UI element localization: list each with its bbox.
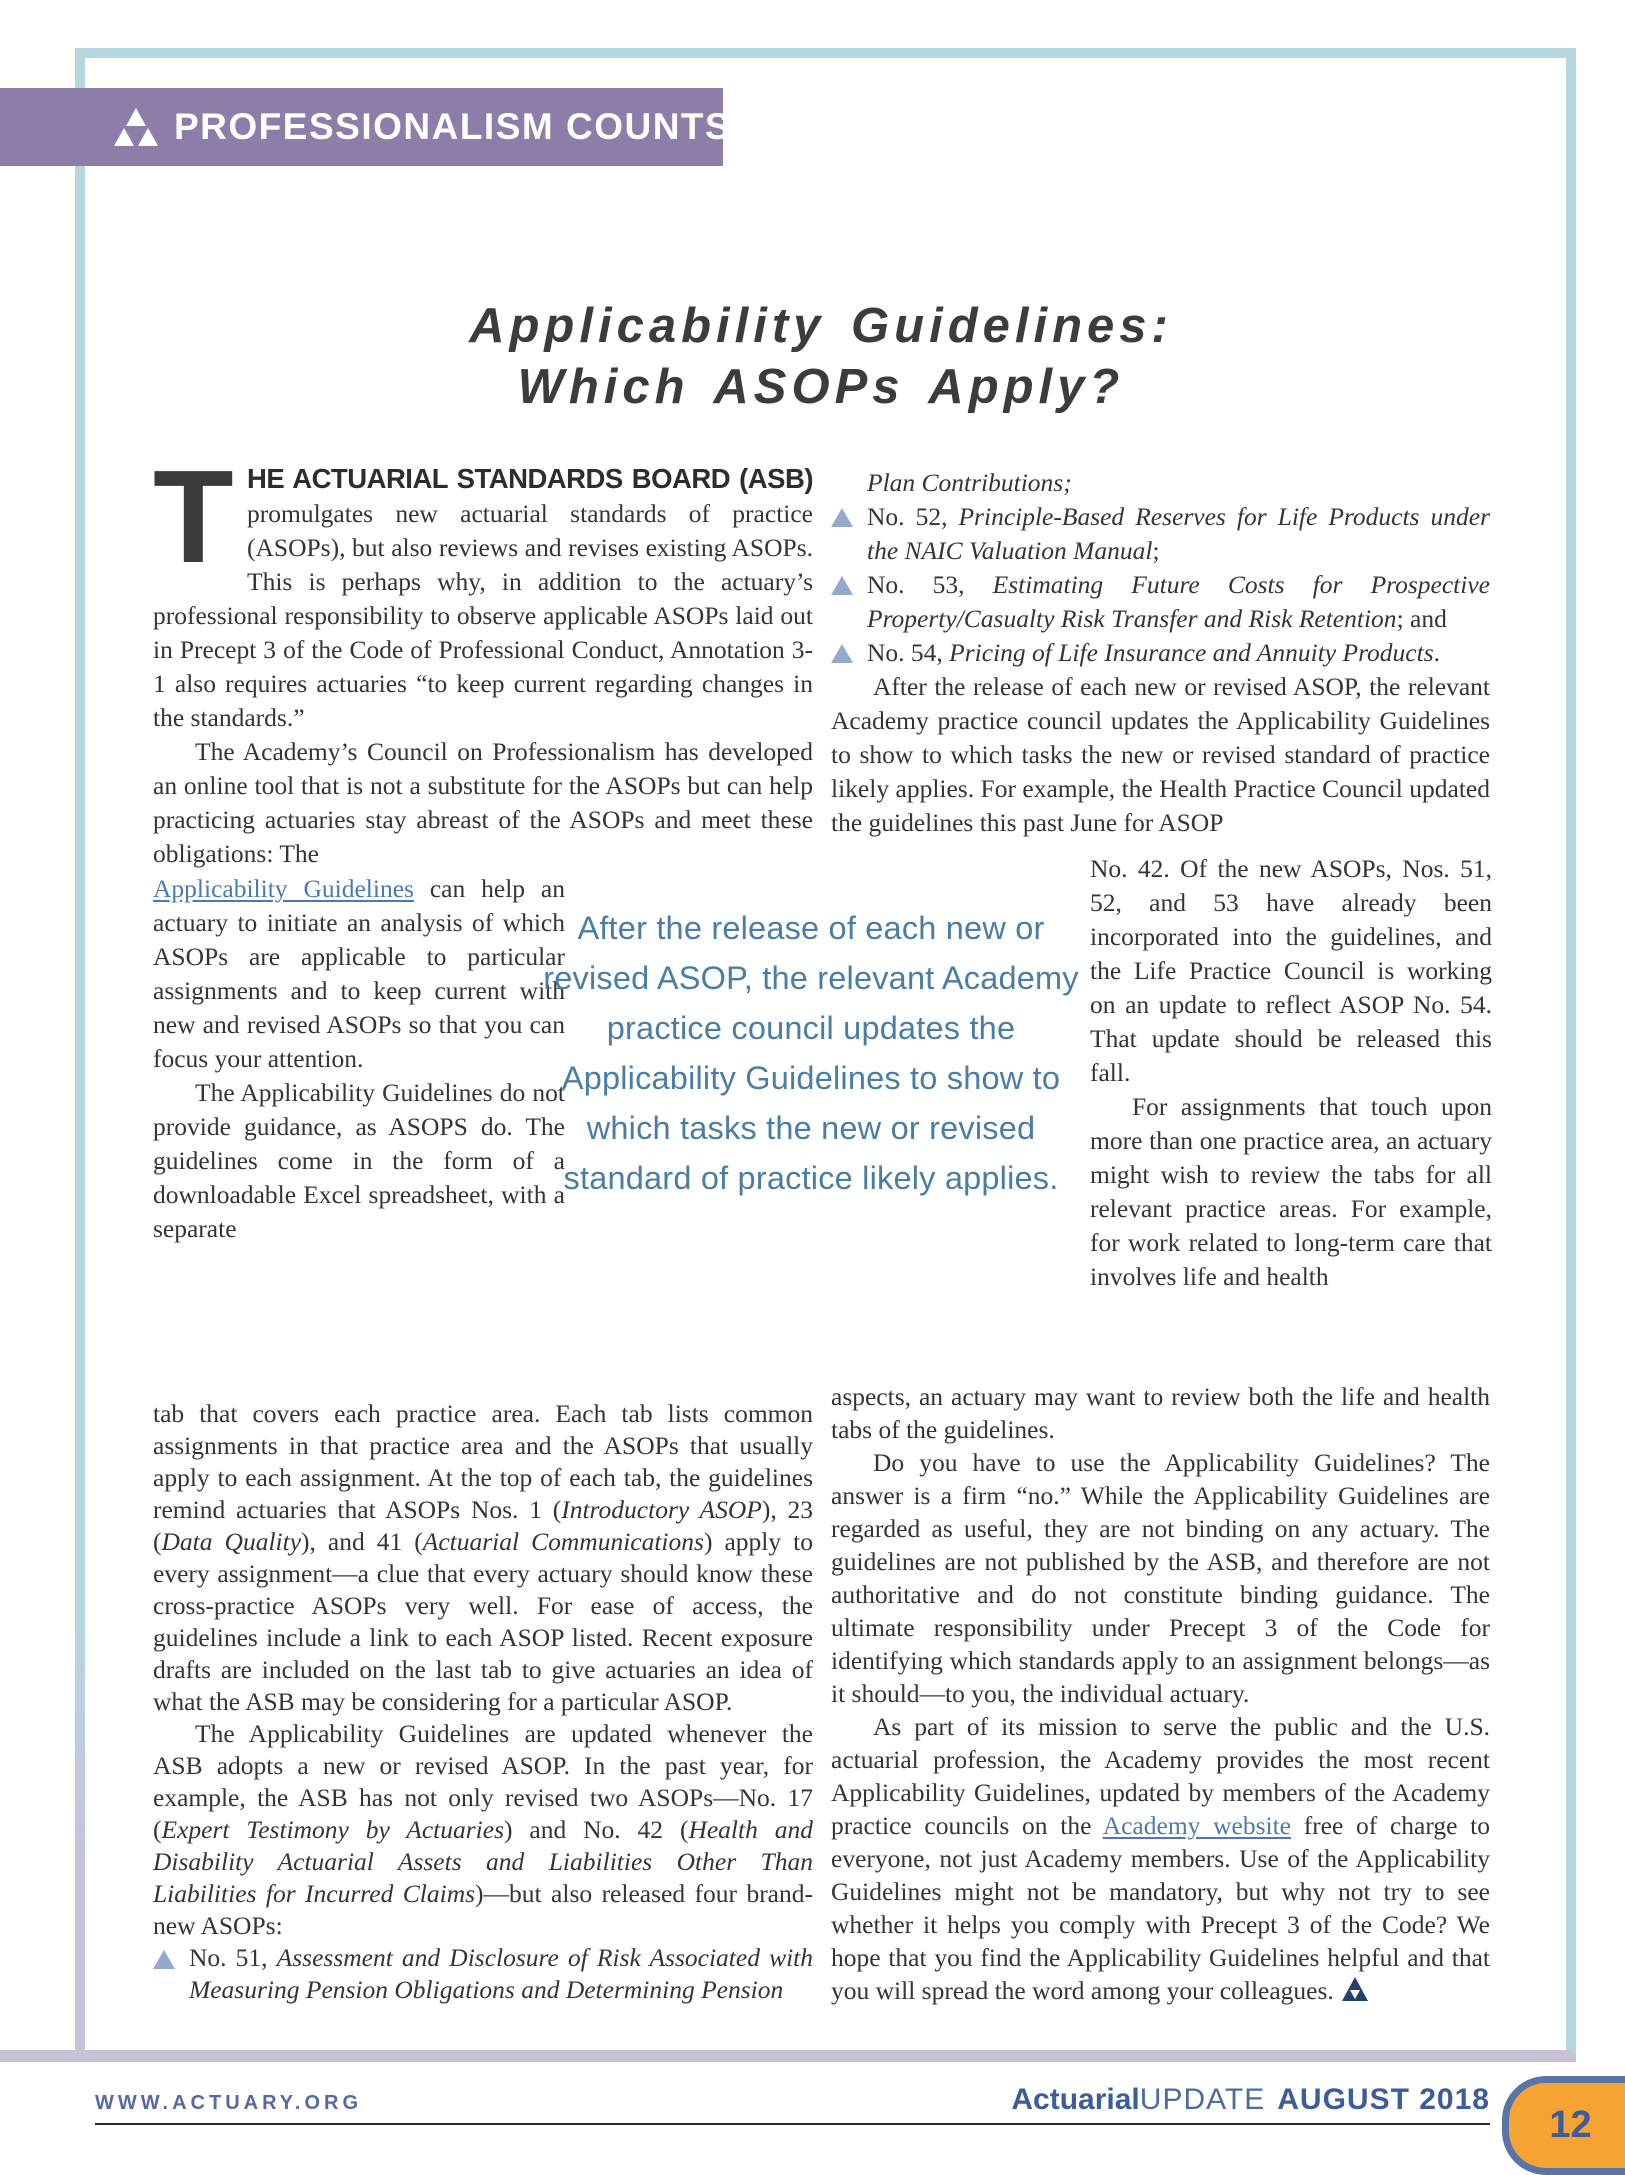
frame-left-border bbox=[75, 48, 85, 2062]
list-item-asop-51-continuation: Plan Contributions; bbox=[867, 468, 1072, 497]
footer-publication bbox=[0, 2083, 1490, 2117]
frame-bottom-bar bbox=[0, 2050, 1576, 2062]
list-item-text: No. 53, Estimating Future Costs for Prospective Property/Casualty Risk Transfer and Risk Retention; and bbox=[867, 570, 1490, 633]
paragraph-5-narrow: No. 42. Of the new ASOPs, Nos. 51, 52, and 53 have already been incorporated into the guidelines, and the Life Practice Council is working on an update to reflect ASOP No. 54. That update should be released this fall. bbox=[1090, 854, 1492, 1087]
list-item-asop-53 bbox=[831, 568, 1490, 636]
footer-website-link[interactable]: WWW.ACTUARY.ORG bbox=[95, 2092, 363, 2114]
paragraph-5-wide: After the release of each new or revised ASOP, the relevant Academy practice council updates the Applicability Guidelines to show to which tasks the new or revised standard of practice likely applies. For example, the Health Practice Council updated the guidelines this past June for ASOP bbox=[831, 672, 1490, 837]
page-number: 12 bbox=[1549, 2104, 1592, 2146]
page-number-tab bbox=[1502, 2076, 1625, 2175]
triangle-bullet-icon bbox=[831, 508, 853, 527]
list-item-asop-54 bbox=[831, 636, 1490, 670]
article-title bbox=[152, 296, 1490, 418]
paragraph-1-text: promulgates new actuarial standards of practice (ASOPs), but also reviews and revises existing ASOPs. This is perhaps why, in addition to the actuary’s professional responsibility to observe applicable ASOPs laid out in Precept 3 of the Code of Professional Conduct, Annotation 3-1 also requires actuaries “to keep current regarding changes in the standards.” bbox=[153, 499, 813, 732]
paragraph-3-wide: tab that covers each practice area. Each tab lists common assignments in that practice area and the ASOPs that usually apply to each assignment. At the top of each tab, the guidelines remind actuaries that ASOPs Nos. 1 (Introductory ASOP), 23 (Data Quality), and 41 (Actuarial Communications) apply to every assignment—a clue that every actuary should know these cross-practice ASOPs very well. For ease of access, the guidelines include a link to each ASOP listed. Recent exposure drafts are included on the last tab to give actuaries an idea of what the ASB may be considering for a particular ASOP. bbox=[153, 1399, 813, 1716]
right-column-narrow bbox=[1090, 852, 1492, 1294]
article-title-line2: Which ASOPs Apply? bbox=[517, 360, 1125, 414]
academy-logo-triangle-icon bbox=[1342, 1977, 1368, 2001]
left-column-narrow bbox=[153, 872, 565, 1246]
list-item-text: No. 54, Pricing of Life Insurance and Annuity Products. bbox=[867, 638, 1440, 667]
left-column-lower bbox=[153, 1398, 813, 2006]
list-item-text: No. 51, Assessment and Disclosure of Risk Associated with Measuring Pension Obligations and Determining Pension bbox=[189, 1943, 813, 2004]
triangle-bullet-icon bbox=[153, 1950, 175, 1969]
paragraph-8 bbox=[831, 1710, 1490, 2007]
right-column-upper bbox=[831, 466, 1490, 840]
paragraph-4: The Applicability Guidelines are updated whenever the ASB adopts a new or revised ASOP. In the past year, for example, the ASB has not only revised two ASOPs—No. 17 (Expert Testimony by Actuaries) and No. 42 (Health and Disability Actuarial Assets and Liabilities Other Than Liabilities for Incurred Claims)—but also released four brand-new ASOPs: bbox=[153, 1719, 814, 1940]
paragraph-6-wide: aspects, an actuary may want to review both the life and health tabs of the guidelines. bbox=[831, 1382, 1490, 1444]
inline-link[interactable]: Academy website bbox=[1102, 1811, 1291, 1840]
list-item-text: No. 52, Principle-Based Reserves for Life Products under the NAIC Valuation Manual; bbox=[867, 502, 1490, 565]
triangle-bullet-icon bbox=[831, 644, 853, 663]
right-column-lower bbox=[831, 1380, 1490, 2007]
paragraph-2-intro: The Academy’s Council on Professionalism has developed an online tool that is not a substitute for the ASOPs but can help practicing actuaries stay abreast of the ASOPs and meet these obligations: The bbox=[153, 737, 813, 868]
inline-link[interactable]: Applicability Guidelines bbox=[153, 874, 414, 903]
section-banner bbox=[0, 88, 732, 166]
list-item-asop-52 bbox=[831, 500, 1490, 568]
publication-issue: AUGUST 2018 bbox=[1277, 2083, 1490, 2116]
footer-rule bbox=[95, 2123, 1490, 2125]
section-banner-title: PROFESSIONALISM COUNTS bbox=[174, 106, 732, 147]
triangle-bullet-icon bbox=[831, 576, 853, 595]
paragraph-3-narrow: The Applicability Guidelines do not provide guidance, as ASOPS do. The guidelines come in the form of a downloadable Excel spreadsheet, with a separate bbox=[153, 1078, 565, 1243]
paragraph-2-tail: Applicability Guidelines can help an actuary to initiate an analysis of which ASOPs are applicable to particular assignments and to keep current with new and revised ASOPs so that you can focus your attention. bbox=[153, 874, 565, 1073]
paragraph-1 bbox=[153, 443, 813, 735]
paragraph-8-text: As part of its mission to serve the public and the U.S. actuarial profession, the Academy provides the most recent Applicability Guidelines, updated by members of the Academy practice councils on the Academy website free of charge to everyone, not just Academy members. Use of the Applicability Guidelines might not be mandatory, but why not try to see whether it helps you comply with Precept 3 of the Code? We hope that you find the Applicability Guidelines helpful and that you will spread the word among your colleagues. bbox=[831, 1712, 1490, 2005]
publication-name-light: UPDATE bbox=[1139, 2083, 1266, 2116]
lead-in-caps: HE ACTUARIAL STANDARDS BOARD (ASB) bbox=[247, 463, 813, 494]
list-item-asop-51 bbox=[153, 1942, 813, 2006]
left-column-upper bbox=[153, 443, 813, 871]
publication-name-bold: Actuarial bbox=[1011, 2083, 1140, 2116]
article-title-line1: Applicability Guidelines: bbox=[469, 299, 1173, 353]
academy-triangles-icon bbox=[114, 108, 158, 146]
frame-top-border bbox=[75, 48, 1576, 58]
pull-quote: After the release of each new or revised ASOP, the relevant Academy practice council updates the Applicability Guidelines to show to which tasks the new or revised standard of practice likely applies. bbox=[543, 910, 1079, 1196]
frame-right-border bbox=[1566, 48, 1576, 2062]
paragraph-7: Do you have to use the Applicability Guidelines? The answer is a firm “no.” While the Applicability Guidelines are regarded as useful, they are not binding on any actuary. The guidelines are not published by the ASB, and therefore are not authoritative and do not constitute binding guidance. The ultimate responsibility under Precept 3 of the Code for identifying which standards apply to an assignment belongs—as it should—to you, the individual actuary. bbox=[831, 1448, 1490, 1708]
paragraph-6-narrow: For assignments that touch upon more than one practice area, an actuary might wish to review the tabs for all relevant practice areas. For example, for work related to long-term care that involves life and health bbox=[1090, 1092, 1492, 1291]
drop-cap: T bbox=[153, 443, 234, 590]
